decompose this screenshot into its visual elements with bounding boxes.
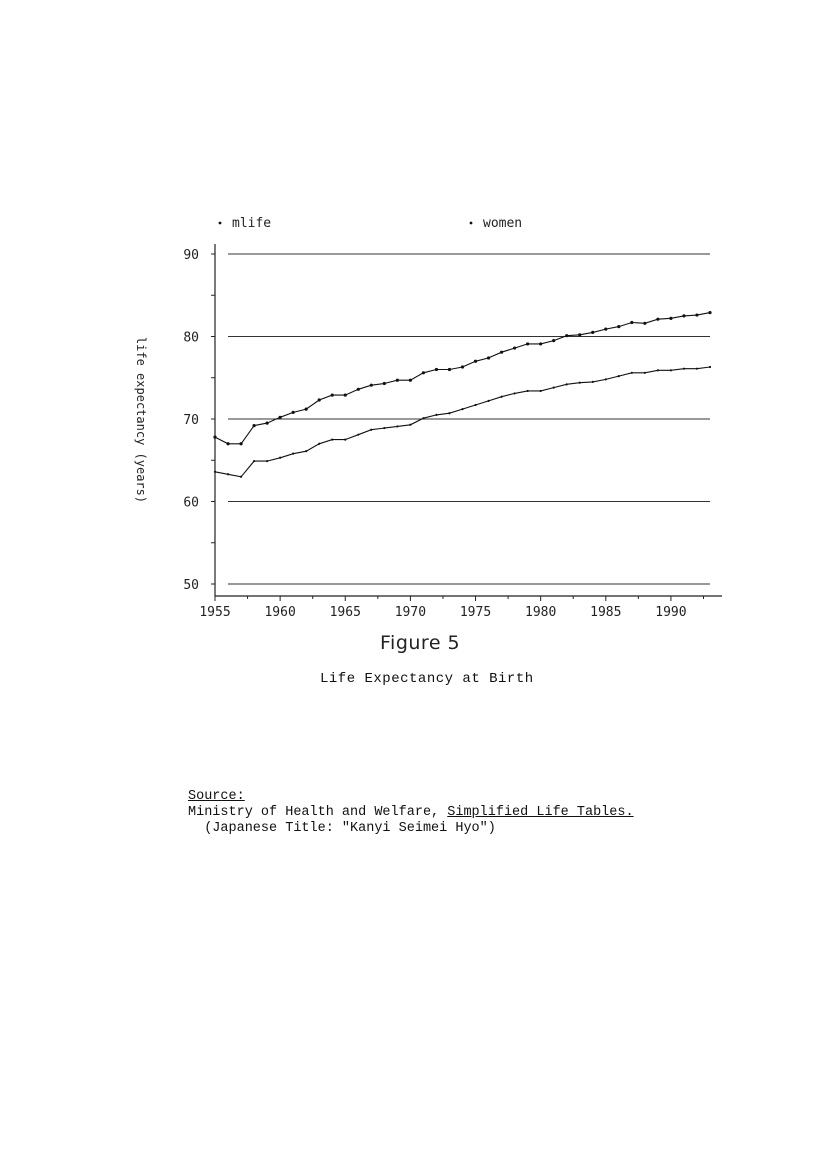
source-heading: Source: xyxy=(188,789,245,804)
legend-label-mlife: mlife xyxy=(232,216,272,231)
series-lines xyxy=(213,311,711,478)
data-point-mlife xyxy=(683,368,685,370)
data-point-women xyxy=(643,322,646,325)
data-point-mlife xyxy=(461,408,463,410)
data-point-women xyxy=(682,314,685,317)
data-point-women xyxy=(617,325,620,328)
data-point-women xyxy=(461,365,464,368)
data-point-women xyxy=(591,331,594,334)
data-point-women xyxy=(396,379,399,382)
data-point-mlife xyxy=(227,473,229,475)
data-point-mlife xyxy=(279,457,281,459)
x-tick-label-1985: 1985 xyxy=(590,605,622,620)
data-point-women xyxy=(695,313,698,316)
y-tick-label-80: 80 xyxy=(183,330,199,346)
data-point-mlife xyxy=(240,476,242,478)
source-publication-title: Simplified Life Tables. xyxy=(447,805,634,820)
data-point-women xyxy=(656,318,659,321)
figure-caption: Figure 5 xyxy=(380,632,461,654)
figure-title: Life Expectancy at Birth xyxy=(320,671,534,687)
x-tick-label-1970: 1970 xyxy=(394,605,427,620)
y-axis-label: life expectancy (years) xyxy=(134,336,148,504)
data-point-women xyxy=(500,351,503,354)
legend-marker-women xyxy=(470,222,473,225)
data-point-women xyxy=(266,422,269,425)
data-point-mlife xyxy=(292,453,294,455)
data-point-women xyxy=(318,398,321,401)
data-point-mlife xyxy=(253,460,255,462)
data-point-women xyxy=(487,356,490,359)
data-point-women xyxy=(578,333,581,336)
data-point-mlife xyxy=(657,369,659,371)
data-point-women xyxy=(474,360,477,363)
x-tick-label-1955: 1955 xyxy=(199,605,231,620)
data-point-mlife xyxy=(631,372,633,374)
data-point-women xyxy=(630,321,633,324)
y-tick-label-90: 90 xyxy=(183,248,199,263)
data-point-mlife xyxy=(305,450,307,452)
chart-frame xyxy=(215,244,722,596)
data-point-mlife xyxy=(409,424,411,426)
data-point-mlife xyxy=(474,404,476,406)
series-line-women xyxy=(215,313,710,444)
data-point-mlife xyxy=(644,372,646,374)
legend-marker-mlife xyxy=(219,222,222,225)
data-point-mlife xyxy=(266,460,268,462)
data-point-women xyxy=(292,411,295,414)
data-point-mlife xyxy=(527,390,529,392)
data-point-mlife xyxy=(696,368,698,370)
data-point-mlife xyxy=(579,382,581,384)
data-point-women xyxy=(331,393,334,396)
data-point-mlife xyxy=(500,396,502,398)
data-point-women xyxy=(565,334,568,337)
data-point-women xyxy=(448,368,451,371)
data-point-women xyxy=(513,346,516,349)
data-point-mlife xyxy=(605,378,607,380)
data-point-mlife xyxy=(670,369,672,371)
series-line-mlife xyxy=(215,367,710,477)
source-ministry: Ministry of Health and Welfare, xyxy=(188,805,448,820)
data-point-mlife xyxy=(514,392,516,394)
y-tick-label-60: 60 xyxy=(183,495,199,511)
x-tick-label-1990: 1990 xyxy=(655,605,687,620)
x-tick-label-1965: 1965 xyxy=(329,605,361,620)
data-point-women xyxy=(252,424,255,427)
data-point-women xyxy=(383,382,386,385)
chart-gridlines xyxy=(228,254,710,584)
data-point-mlife xyxy=(709,366,711,368)
data-point-women xyxy=(604,327,607,330)
data-point-women xyxy=(552,339,555,342)
legend-label-women: women xyxy=(483,216,523,231)
data-point-mlife xyxy=(383,427,385,429)
data-point-mlife xyxy=(344,439,346,441)
data-point-women xyxy=(409,379,412,382)
data-point-mlife xyxy=(448,412,450,414)
legend xyxy=(219,216,523,231)
source-japanese-title: (Japanese Title: "Kanyi Seimei Hyo") xyxy=(204,821,496,836)
data-point-mlife xyxy=(357,434,359,436)
data-point-mlife xyxy=(318,443,320,445)
y-tick-label-50: 50 xyxy=(183,578,199,593)
data-point-mlife xyxy=(370,429,372,431)
data-point-women xyxy=(357,388,360,391)
data-point-mlife xyxy=(540,390,542,392)
data-point-mlife xyxy=(435,414,437,416)
data-point-mlife xyxy=(592,381,594,383)
data-point-women xyxy=(213,436,216,439)
y-axis xyxy=(183,248,215,593)
data-point-women xyxy=(305,408,308,411)
source-block xyxy=(188,789,634,837)
data-point-women xyxy=(226,442,229,445)
x-axis xyxy=(199,596,703,620)
data-point-mlife xyxy=(214,471,216,473)
data-point-women xyxy=(279,416,282,419)
x-tick-label-1975: 1975 xyxy=(459,605,492,620)
data-point-women xyxy=(526,342,529,345)
data-point-women xyxy=(422,371,425,374)
data-point-women xyxy=(708,311,711,314)
data-point-women xyxy=(370,384,373,387)
data-point-mlife xyxy=(487,400,489,402)
y-tick-label-70: 70 xyxy=(183,413,199,428)
x-tick-label-1980: 1980 xyxy=(525,605,557,620)
data-point-women xyxy=(435,368,438,371)
data-point-mlife xyxy=(566,383,568,385)
data-point-mlife xyxy=(422,417,424,419)
x-tick-label-1960: 1960 xyxy=(264,605,296,620)
data-point-mlife xyxy=(396,425,398,427)
data-point-mlife xyxy=(331,439,333,441)
data-point-women xyxy=(669,317,672,320)
data-point-mlife xyxy=(618,375,620,377)
data-point-women xyxy=(344,393,347,396)
data-point-women xyxy=(239,442,242,445)
data-point-women xyxy=(539,342,542,345)
data-point-mlife xyxy=(553,387,555,389)
